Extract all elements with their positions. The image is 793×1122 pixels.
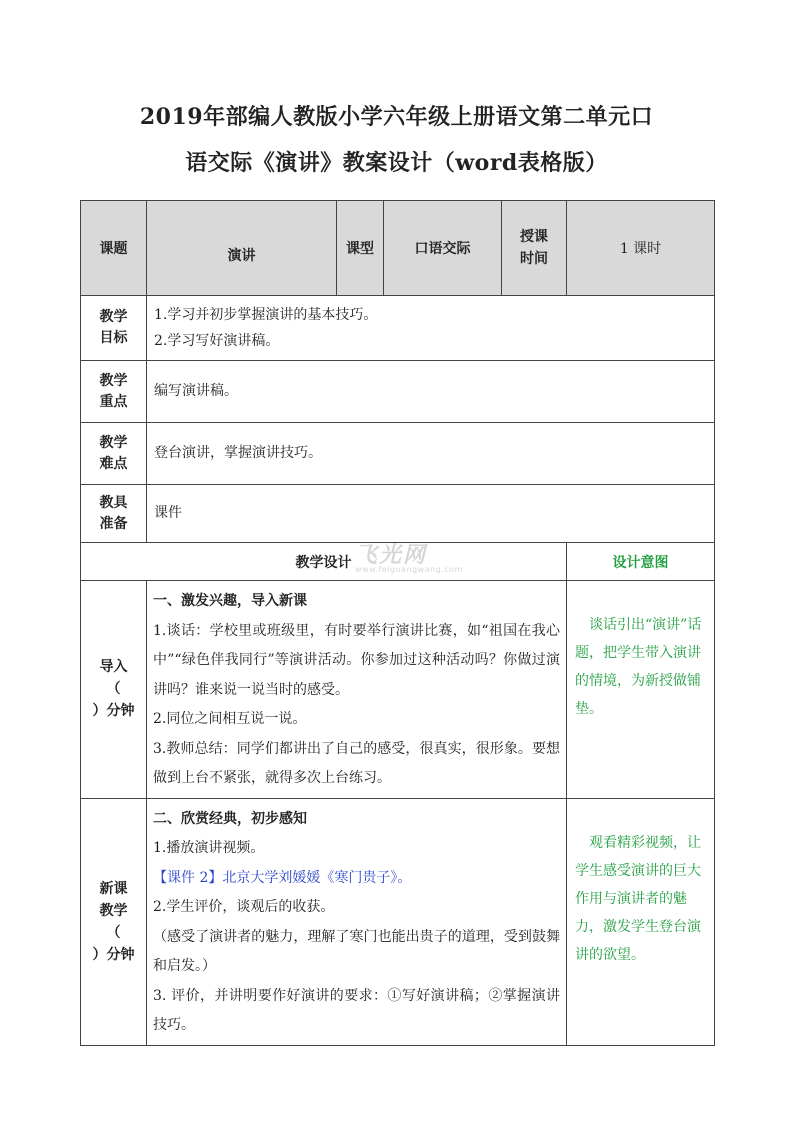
new-lesson-row [81,798,715,1045]
intro-label [81,581,147,799]
time-label-line2: 时间 [520,251,548,267]
intro-label-2: （ [106,681,121,698]
difficulties-label-2: 难点 [99,455,128,472]
materials-row [81,485,715,543]
difficulties-text: 登台演讲，掌握演讲技巧。 [147,423,715,485]
intro-heading: 一、激发兴趣，导入新课 [153,593,307,609]
intro-label-3: ）分钟 [92,703,135,720]
document-title-line1: 2019年部编人教版小学六年级上册语文第二单元口 [139,104,654,130]
objectives-label [81,296,147,361]
watermark-brand: 飞光网 [355,543,428,568]
new-lesson-label-3: （ [106,924,121,941]
lesson-plan-table [80,200,715,1046]
intro-intent-note: 谈话引出“演讲”话题，把学生带入演讲的情境，为新授做铺垫。 [567,581,715,799]
time-label-line1: 授课 [520,229,548,245]
type-value: 口语交际 [384,201,502,296]
new-lesson-label-1: 新课 [99,880,128,897]
objective-1: 1.学习并初步掌握演讲的基本技巧。 [154,307,378,323]
materials-label-1: 教具 [99,494,128,511]
materials-text: 课件 [147,485,715,543]
topic-value: 演讲 [147,201,337,296]
new-lesson-heading: 二、欣赏经典，初步感知 [153,810,307,827]
document-title-line2: 语交际《演讲》教案设计（word表格版） [185,150,608,176]
time-value: 1 课时 [567,201,715,296]
difficulties-row [81,423,715,485]
key-points-label [81,361,147,423]
objectives-content [147,296,715,361]
materials-label-2: 准备 [99,515,128,532]
new-lesson-label [81,798,147,1045]
watermark-url: www.feiguangwang.com [355,565,463,574]
intro-content [147,581,567,799]
type-label: 课型 [337,201,384,296]
key-points-row [81,361,715,423]
intro-paragraph-1: 1.谈话：学校里或班级里，有时要举行演讲比赛，如“祖国在我心中”“绿色伴我同行”等演讲活动。你参加过这种活动吗？你做过演讲吗？谁来说一说当时的感受。 [153,622,560,698]
intro-paragraph-2: 2.同位之间相互说一说。 [153,711,307,727]
objectives-label-1: 教学 [99,309,128,325]
objectives-row [81,296,715,361]
difficulties-label-1: 教学 [99,434,128,451]
time-label [502,201,567,296]
intro-label-1: 导入 [99,659,128,676]
design-header: 教学设计 [81,543,567,581]
objectives-label-2: 目标 [99,330,128,346]
new-lesson-paragraph-2: 2.学生评价，谈观后的收获。 [153,899,335,915]
key-points-label-1: 教学 [99,372,128,389]
new-lesson-content [147,798,567,1045]
new-lesson-paragraph-1: 1.播放演讲视频。 [153,840,265,856]
key-points-label-2: 重点 [99,393,128,410]
new-lesson-intent-note: 观看精彩视频，让学生感受演讲的巨大作用与演讲者的魅力，激发学生登台演讲的欲望。 [567,798,715,1045]
materials-label [81,485,147,543]
intent-header: 设计意图 [567,543,715,581]
new-lesson-paragraph-3: （感受了演讲者的魅力，理解了寒门也能出贵子的道理，受到鼓舞和启发。） [153,928,560,974]
intro-paragraph-3: 3.教师总结：同学们都讲出了自己的感受，很真实，很形象。要想做到上台不紧张，就得多次上台练习。 [153,740,560,786]
difficulties-label [81,423,147,485]
topic-label: 课题 [81,201,147,296]
courseware-reference: 【课件 2】北京大学刘媛媛《寒门贵子》。 [153,869,412,886]
new-lesson-paragraph-4: 3. 评价，并讲明要作好演讲的要求：①写好演讲稿；②掌握演讲技巧。 [153,987,560,1033]
objective-2: 2.学习写好演讲稿。 [154,333,280,349]
new-lesson-label-2: 教学 [99,902,128,919]
design-header-row [81,543,715,581]
header-row [81,201,715,296]
intro-row [81,581,715,799]
new-lesson-label-4: ）分钟 [92,946,135,963]
key-points-text: 编写演讲稿。 [147,361,715,423]
